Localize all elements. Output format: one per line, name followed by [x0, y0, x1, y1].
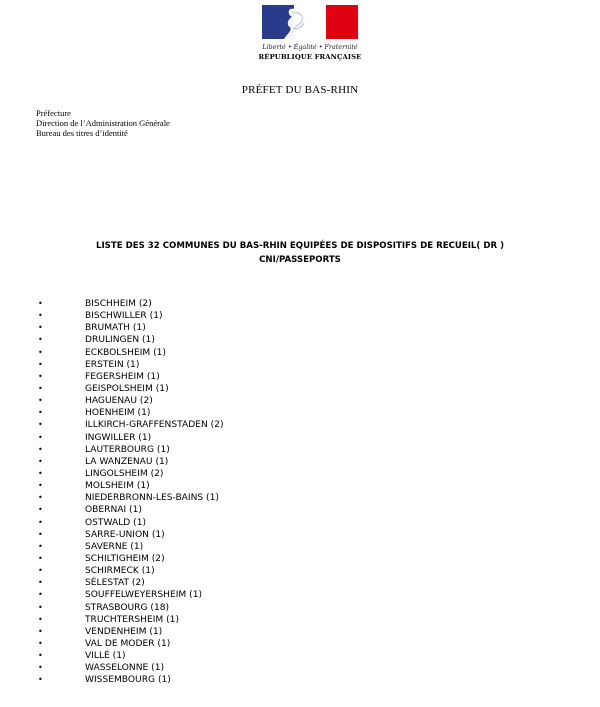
bullet-icon: •: [38, 602, 43, 612]
commune-name: WISSEMBOURG (1): [85, 675, 171, 686]
commune-name: SARRE-UNION (1): [85, 529, 165, 540]
bullet-icon: •: [38, 566, 43, 576]
commune-name: SOUFFELWEYERSHEIM (1): [85, 590, 203, 601]
commune-name: NIEDERBRONN-LES-BAINS (1): [85, 493, 219, 504]
marianne-flag-icon: [262, 5, 358, 39]
bullet-icon: •: [38, 299, 43, 308]
commune-name: TRUCHTERSHEIM (1): [85, 614, 179, 625]
bullet-icon: •: [38, 371, 43, 381]
commune-name: SAVERNE (1): [85, 541, 144, 552]
commune-name: MOLSHEIM (1): [85, 481, 150, 492]
bullet-icon: •: [38, 444, 43, 454]
commune-name: DRULINGEN (1): [85, 335, 155, 346]
bullet-icon: •: [38, 541, 43, 551]
document-title: [0, 239, 600, 267]
logo-motto: Liberté • Égalité • Fraternité: [262, 43, 358, 51]
bullet-icon: •: [38, 408, 43, 418]
commune-name: VILLÉ (1): [85, 651, 126, 662]
service-block: [36, 108, 170, 139]
commune-name: WASSELONNE (1): [85, 663, 165, 674]
commune-name: LINGOLSHEIM (2): [85, 468, 164, 479]
commune-name: ILLKIRCH-GRAFFENSTADEN (2): [85, 420, 224, 431]
service-line-prefecture: Préfecture: [36, 108, 71, 118]
commune-name: SCHILTIGHEIM (2): [85, 553, 165, 564]
bullet-icon: •: [38, 553, 43, 563]
commune-name: SÉLESTAT (2): [85, 578, 145, 589]
bullet-icon: •: [38, 468, 43, 478]
bullet-icon: •: [38, 456, 43, 466]
bullet-icon: •: [38, 481, 43, 491]
bullet-icon: •: [38, 517, 43, 527]
logo-republique-francaise: RÉPUBLIQUE FRANÇAISE: [258, 53, 362, 61]
bullet-icon: •: [38, 578, 43, 588]
bullet-icon: •: [38, 529, 43, 539]
bullet-icon: •: [38, 626, 43, 636]
document-title-line-2: CNI/PASSEPORTS: [259, 255, 341, 265]
prefet-title: PRÉFET DU BAS-RHIN: [241, 84, 359, 96]
commune-name: BISCHHEIM (2): [85, 299, 152, 309]
bullet-icon: •: [38, 651, 43, 661]
commune-name: VAL DE MODER (1): [85, 638, 171, 649]
flag-red-band: [326, 5, 358, 39]
commune-name: SCHIRMECK (1): [85, 566, 155, 577]
marianne-logo: [262, 5, 358, 39]
commune-name: HOENHEIM (1): [85, 408, 151, 419]
bullet-icon: •: [38, 638, 43, 648]
service-line-bureau: Bureau des titres d’identité: [36, 128, 128, 139]
bullet-icon: •: [38, 311, 43, 321]
commune-name: LA WANZENAU (1): [85, 456, 169, 467]
commune-name: GEISPOLSHEIM (1): [85, 383, 169, 394]
bullet-icon: •: [38, 359, 43, 369]
bullet-icon: •: [38, 335, 43, 345]
bullet-icon: •: [38, 383, 43, 393]
bullet-icon: •: [38, 614, 43, 624]
commune-name: STRASBOURG (18): [85, 602, 170, 613]
bullet-icon: •: [38, 323, 43, 333]
document-title-line-1: LISTE DES 32 COMMUNES DU BAS-RHIN EQUIPÉES DE DISPOSITIFS DE RECUEIL( DR ): [95, 241, 504, 251]
commune-name: VENDENHEIM (1): [85, 626, 163, 637]
bullet-icon: •: [38, 493, 43, 503]
bullet-icon: •: [38, 420, 43, 430]
commune-name: BRUMATH (1): [85, 323, 146, 334]
commune-name: LAUTERBOURG (1): [85, 444, 170, 455]
bullet-icon: •: [38, 675, 43, 685]
service-line-direction: Direction de l’Administration Générale: [36, 118, 170, 129]
bullet-icon: •: [38, 396, 43, 406]
bullet-icon: •: [38, 663, 43, 673]
bullet-icon: •: [38, 347, 43, 357]
commune-name: ECKBOLSHEIM (1): [85, 347, 167, 358]
commune-name: INGWILLER (1): [85, 432, 152, 443]
commune-name: FEGERSHEIM (1): [85, 371, 160, 382]
commune-name: HAGUENAU (2): [85, 396, 153, 407]
commune-name: ERSTEIN (1): [85, 359, 140, 370]
bullet-icon: •: [38, 432, 43, 442]
commune-name: OSTWALD (1): [85, 517, 147, 528]
commune-name: BISCHWILLER (1): [85, 311, 163, 322]
bullet-icon: •: [38, 505, 43, 515]
commune-name: OBERNAI (1): [85, 505, 142, 516]
bullet-icon: •: [38, 590, 43, 600]
